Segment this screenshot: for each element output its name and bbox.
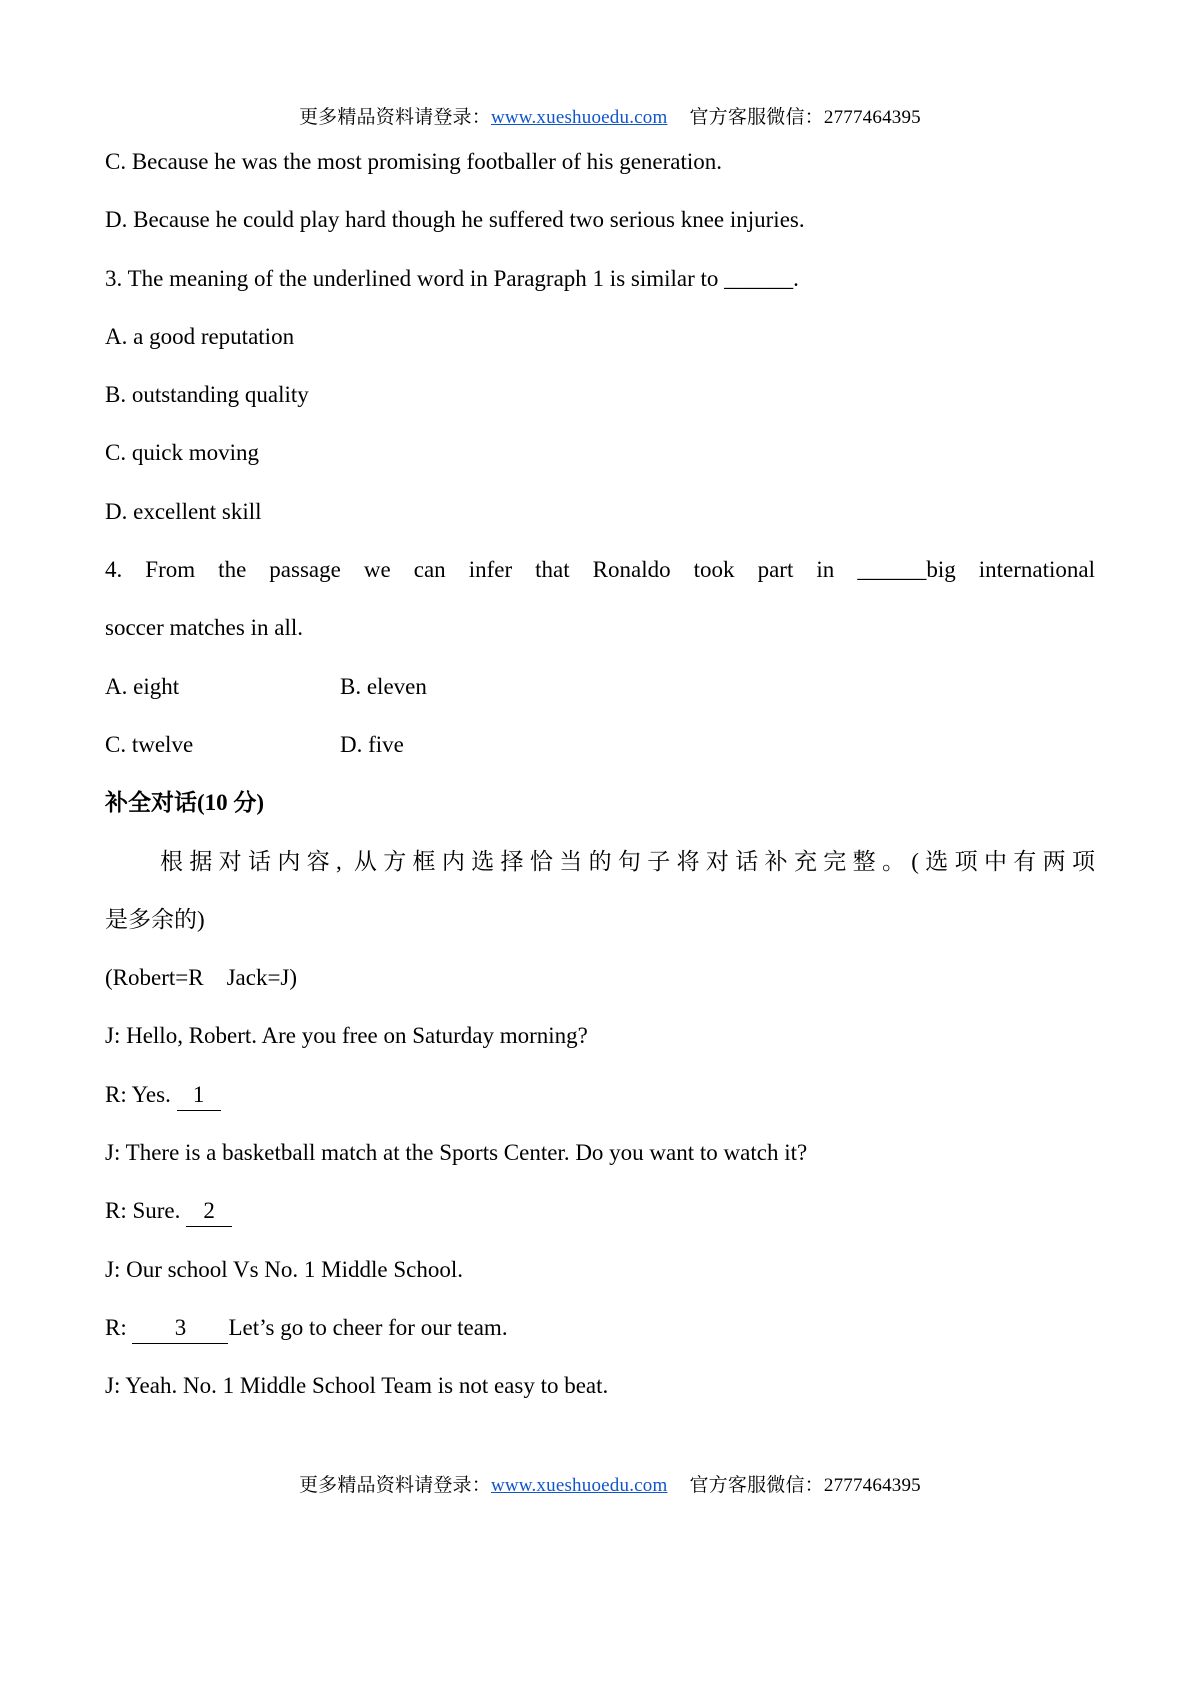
footer-text-prefix: 更多精品资料请登录：	[298, 1475, 491, 1496]
header-text-prefix: 更多精品资料请登录：	[298, 107, 491, 128]
speaker-key-line: (Robert=R Jack=J)	[105, 965, 298, 991]
dialogue-line	[105, 1066, 1095, 1124]
text-segment: R: Sure.	[105, 1198, 187, 1224]
footer-text-suffix: 官方客服微信：2777464395	[689, 1475, 921, 1496]
option-line: C. Because he was the most promising footballer of his generation.	[105, 149, 723, 174]
text-segment: R: Yes.	[105, 1081, 177, 1107]
dialogue-line: J: Yeah. No. 1 Middle School Team is not easy to beat.	[105, 1373, 609, 1399]
answer-blank: 2	[186, 1197, 232, 1227]
dialogue-line: J: There is a basketball match at the Sports Center. Do you want to watch it?	[105, 1140, 808, 1166]
page-footer	[0, 1448, 1200, 1519]
option-line: C. quick moving	[105, 440, 259, 466]
instruction-line: 是多余的)	[105, 906, 205, 932]
option-row	[105, 658, 1095, 716]
option-col: D. five	[340, 731, 404, 757]
option-col: C. twelve	[105, 731, 194, 757]
document-body	[105, 133, 1095, 1416]
option-line: D. Because he could play hard though he suffered two serious knee injuries.	[105, 207, 805, 233]
section-heading: 补全对话(10 分)	[105, 790, 265, 816]
header-text-suffix: 官方客服微信：2777464395	[689, 107, 921, 128]
option-line: A. a good reputation	[105, 323, 295, 349]
question-line: soccer matches in all.	[105, 615, 303, 641]
question-line: 3. The meaning of the underlined word in Paragraph 1 is similar to ______.	[105, 265, 799, 291]
question-line: 4. From the passage we can infer that Ronaldo took part in ______big international	[105, 557, 1095, 583]
instruction-line: 根据对话内容, 从方框内选择恰当的句子将对话补充完整。(选项中有两项	[160, 848, 1095, 874]
header-link[interactable]: www.xueshuoedu.com	[490, 107, 668, 128]
option-col: B. eleven	[340, 673, 427, 699]
text-segment: Let’s go to cheer for our team.	[228, 1314, 508, 1340]
option-line: B. outstanding quality	[105, 382, 309, 408]
option-col: A. eight	[105, 673, 180, 699]
dialogue-line: J: Hello, Robert. Are you free on Saturday morning?	[105, 1023, 588, 1049]
option-line: D. excellent skill	[105, 498, 262, 524]
answer-blank: 1	[177, 1081, 221, 1111]
footer-link[interactable]: www.xueshuoedu.com	[490, 1475, 668, 1496]
option-row	[105, 716, 1095, 774]
dialogue-line: J: Our school Vs No. 1 Middle School.	[105, 1256, 463, 1282]
text-segment: R:	[105, 1314, 133, 1340]
dialogue-line	[105, 1299, 1095, 1357]
dialogue-line	[105, 1182, 1095, 1240]
answer-blank: 3	[132, 1314, 228, 1344]
